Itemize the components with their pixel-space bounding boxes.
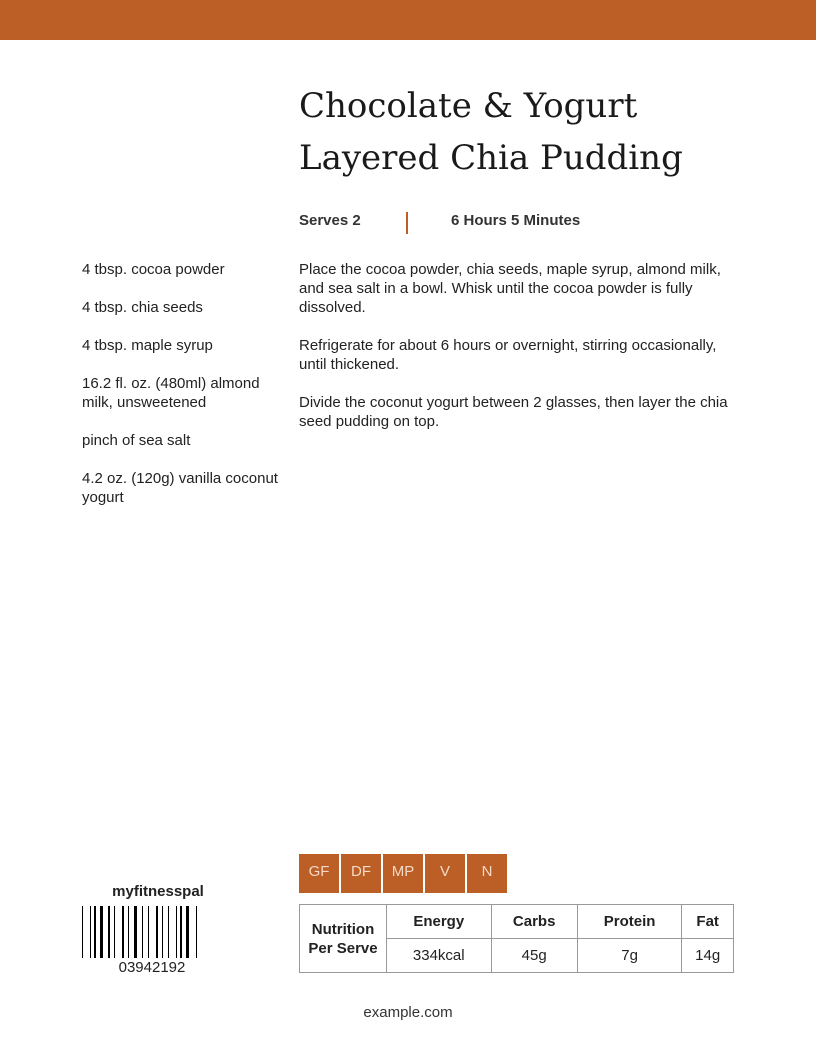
method-step: Divide the coconut yogurt between 2 glasses, then layer the chia seed pudding on top. — [299, 394, 728, 430]
barcode-bar — [196, 906, 197, 958]
diet-badges — [299, 854, 509, 893]
nutrition-header-row — [300, 905, 734, 939]
barcode-bar — [94, 906, 96, 958]
ingredient-item: 4 tbsp. cocoa powder — [82, 261, 225, 278]
barcode-bar — [176, 906, 177, 958]
nutrition-table — [299, 904, 734, 973]
nutrition-label — [300, 905, 387, 973]
barcode-bar — [82, 906, 83, 958]
barcode-bar — [108, 906, 110, 958]
diet-badge-v: V — [425, 854, 465, 893]
barcode-bar — [100, 906, 103, 958]
diet-badge-n: N — [467, 854, 507, 893]
nutrition-header-energy: Energy — [387, 905, 492, 939]
barcode-icon — [82, 906, 222, 958]
barcode-bar — [128, 906, 129, 958]
ingredient-item: 16.2 fl. oz. (480ml) almond milk, unsweetened — [82, 375, 260, 411]
brand-name: myfitnesspal — [112, 883, 204, 900]
nutrition-value-protein: 7g — [577, 939, 681, 973]
top-accent-bar — [0, 0, 816, 40]
nutrition-header-protein: Protein — [577, 905, 681, 939]
ingredient-item: 4 tbsp. chia seeds — [82, 299, 203, 316]
nutrition-header-carbs: Carbs — [491, 905, 577, 939]
diet-badge-mp: MP — [383, 854, 423, 893]
ingredient-item: pinch of sea salt — [82, 432, 191, 449]
barcode-bar — [162, 906, 163, 958]
method-step: Refrigerate for about 6 hours or overnight, stirring occasionally, until thickened. — [299, 337, 717, 373]
recipe-title — [299, 80, 759, 184]
barcode-bar — [122, 906, 124, 958]
barcode-bar — [168, 906, 169, 958]
ingredient-item: 4.2 oz. (120g) vanilla coconut yogurt — [82, 470, 278, 506]
meta-divider — [406, 212, 408, 234]
barcode-bar — [90, 906, 91, 958]
ingredient-item: 4 tbsp. maple syrup — [82, 337, 213, 354]
barcode-bar — [148, 906, 149, 958]
barcode-bar — [114, 906, 115, 958]
barcode-bar — [134, 906, 137, 958]
nutrition-value-carbs: 45g — [491, 939, 577, 973]
method-step: Place the cocoa powder, chia seeds, maple syrup, almond milk, and sea salt in a bowl. Whisk until the cocoa powder is fully dissolved. — [299, 261, 721, 316]
diet-badge-gf: GF — [299, 854, 339, 893]
serves-label: Serves 2 — [299, 212, 361, 229]
barcode-bar — [142, 906, 143, 958]
nutrition-label-line-2: Per Serve — [308, 939, 378, 957]
barcode-bar — [156, 906, 158, 958]
barcode-number: 03942192 — [118, 959, 186, 976]
recipe-title-line-2: Layered Chia Pudding — [299, 138, 683, 178]
barcode-bar — [186, 906, 189, 958]
nutrition-value-fat: 14g — [682, 939, 734, 973]
diet-badge-df: DF — [341, 854, 381, 893]
footer-url: example.com — [363, 1004, 453, 1021]
nutrition-value-energy: 334kcal — [387, 939, 492, 973]
nutrition-label-line-1: Nutrition — [311, 920, 375, 938]
time-label: 6 Hours 5 Minutes — [451, 212, 581, 229]
barcode-bar — [180, 906, 182, 958]
method-steps — [299, 260, 739, 450]
nutrition-header-fat: Fat — [682, 905, 734, 939]
ingredients-list — [82, 260, 282, 526]
recipe-title-line-1: Chocolate & Yogurt — [299, 86, 638, 126]
